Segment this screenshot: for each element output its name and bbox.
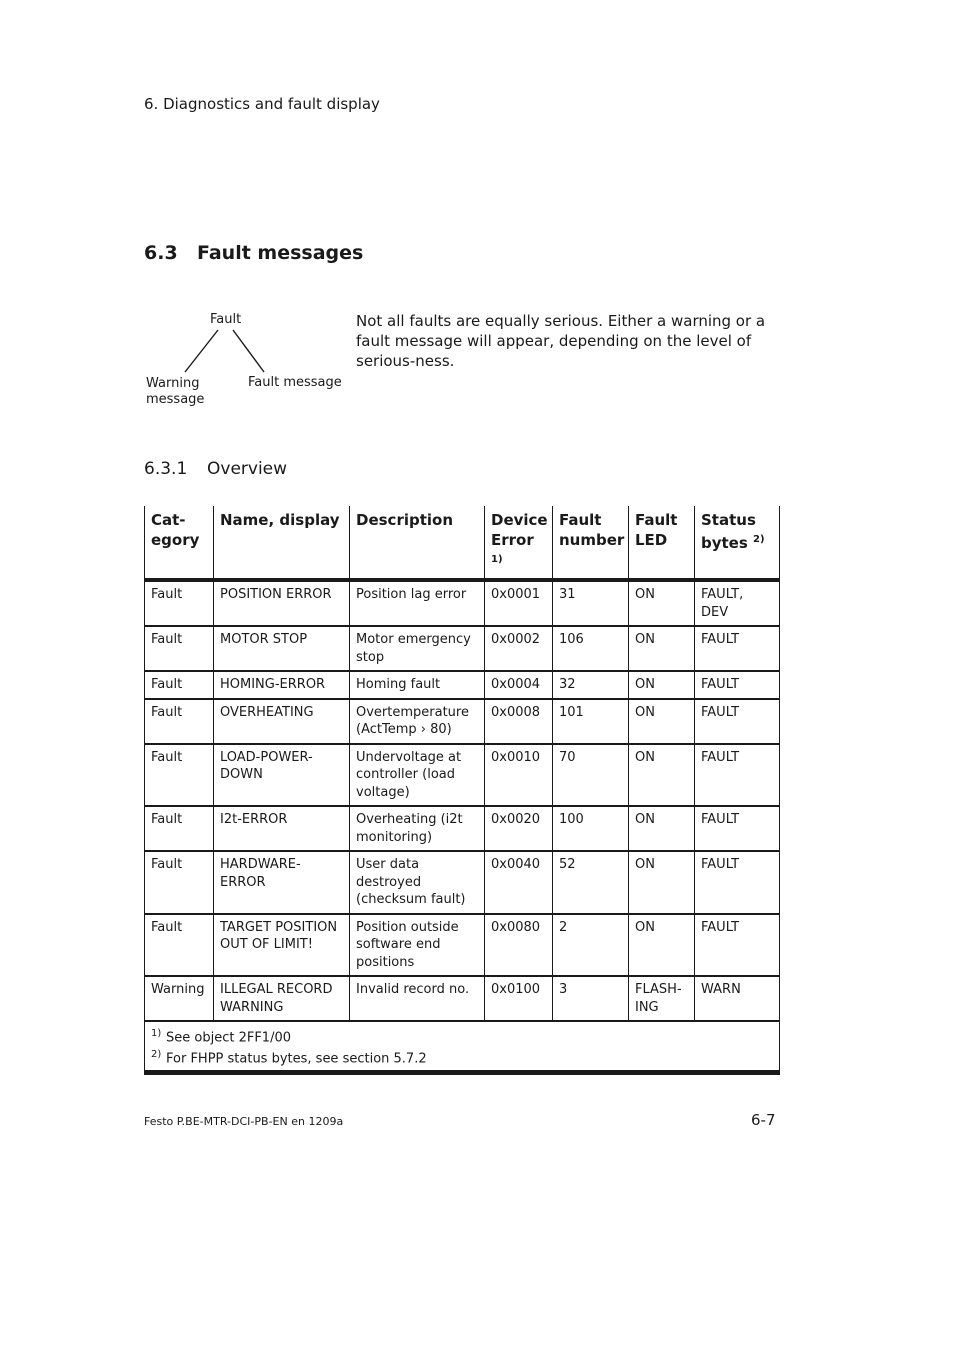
header-fault-led: Fault LED [629,506,695,580]
footer-page-number: 6-7 [751,1111,776,1129]
subsection-heading [144,459,287,479]
cell-name: TARGET POSITION OUT OF LIMIT! [214,914,350,977]
cell-fault-led: ON [629,806,695,851]
header-status: Status bytes $^{2)}$ [695,506,780,580]
cell-device-error: 0x0002 [485,626,553,671]
cell-status: FAULT [695,671,780,699]
cell-description: Overheating (i2t monitoring) [350,806,485,851]
cell-status: FAULT [695,851,780,914]
cell-fault-led: ON [629,914,695,977]
cell-name: ILLEGAL RECORD WARNING [214,976,350,1021]
header-fault-number: Fault number [553,506,629,580]
footnote-ref-2: 2) [753,534,765,545]
cell-fault-led: ON [629,744,695,807]
cell-device-error: 0x0010 [485,744,553,807]
cell-category: Fault [145,699,214,744]
table-row [145,976,780,1021]
cell-device-error: 0x0040 [485,851,553,914]
chapter-header: 6. Diagnostics and fault display [144,95,380,113]
cell-device-error: 0x0080 [485,914,553,977]
section-number: 6.3 [144,242,178,264]
cell-status: FAULT [695,806,780,851]
header-description: Description [350,506,485,580]
cell-category: Fault [145,744,214,807]
cell-status: FAULT [695,744,780,807]
diagram-right-label: Fault message [248,375,342,390]
cell-category: Fault [145,580,214,626]
cell-name: POSITION ERROR [214,580,350,626]
table-row [145,744,780,807]
cell-category: Fault [145,914,214,977]
cell-fault-led: ON [629,671,695,699]
subsection-title: Overview [207,459,288,479]
table-row [145,699,780,744]
table-header-row [145,506,780,580]
cell-description: Homing fault [350,671,485,699]
cell-device-error: 0x0004 [485,671,553,699]
cell-name: OVERHEATING [214,699,350,744]
cell-status: FAULT [695,914,780,977]
cell-fault-number: 2 [553,914,629,977]
table-row [145,671,780,699]
cell-status: FAULT [695,626,780,671]
header-device-error: Device Error $^{1)}$ [485,506,553,580]
cell-description: User data destroyed (checksum fault) [350,851,485,914]
section-heading [144,242,363,264]
cell-fault-led: ON [629,580,695,626]
cell-category: Fault [145,671,214,699]
cell-name: HOMING-ERROR [214,671,350,699]
cell-fault-number: 3 [553,976,629,1021]
footnote-row [145,1021,780,1072]
cell-name: LOAD-POWER- DOWN [214,744,350,807]
footnote-ref-1: 1) [491,554,503,565]
cell-fault-number: 100 [553,806,629,851]
footer-document-id: Festo P.BE-MTR-DCI-PB-EN en 1209a [144,1115,344,1128]
cell-fault-number: 32 [553,671,629,699]
cell-description: Undervoltage at controller (load voltage) [350,744,485,807]
table-row [145,851,780,914]
cell-description: Position lag error [350,580,485,626]
footnotes [145,1021,780,1072]
cell-category: Fault [145,626,214,671]
branch-line-warning [185,330,218,372]
cell-name: MOTOR STOP [214,626,350,671]
cell-device-error: 0x0001 [485,580,553,626]
branch-line-fault [233,330,264,372]
fault-table [144,506,780,1075]
diagram-top-label: Fault [210,312,242,327]
cell-description: Position outside software end positions [350,914,485,977]
cell-fault-number: 101 [553,699,629,744]
cell-fault-number: 70 [553,744,629,807]
cell-device-error: 0x0020 [485,806,553,851]
table-row [145,626,780,671]
diagram-left-label: Warning message [146,376,205,407]
cell-device-error: 0x0100 [485,976,553,1021]
cell-name: HARDWARE-ERROR [214,851,350,914]
table-row [145,914,780,977]
footnote-2: $^{2)}$ For FHPP status bytes, see section 5.7.2 [151,1049,427,1067]
section-title: Fault messages [197,242,364,264]
cell-description: Invalid record no. [350,976,485,1021]
cell-status: WARN [695,976,780,1021]
cell-fault-number: 31 [553,580,629,626]
table-row [145,580,780,626]
cell-fault-led: ON [629,626,695,671]
cell-device-error: 0x0008 [485,699,553,744]
cell-fault-led: ON [629,851,695,914]
cell-description: Overtemperature (ActTemp › 80) [350,699,485,744]
cell-fault-number: 52 [553,851,629,914]
footnote-1: $^{1)}$ See object 2FF1/00 [151,1028,291,1046]
cell-fault-number: 106 [553,626,629,671]
subsection-number: 6.3.1 [144,459,188,479]
intro-paragraph: Not all faults are equally serious. Either a warning or a fault message will appear, depending on the level of serious-ness. [356,312,766,370]
table-row [145,806,780,851]
cell-category: Fault [145,806,214,851]
header-name: Name, display [214,506,350,580]
cell-description: Motor emergency stop [350,626,485,671]
cell-status: FAULT [695,699,780,744]
fault-hierarchy-diagram [140,308,350,418]
cell-category: Warning [145,976,214,1021]
header-category: Cat- egory [145,506,214,580]
cell-name: I2t-ERROR [214,806,350,851]
cell-category: Fault [145,851,214,914]
cell-fault-led: ON [629,699,695,744]
cell-fault-led: FLASH- ING [629,976,695,1021]
cell-status: FAULT, DEV [695,580,780,626]
